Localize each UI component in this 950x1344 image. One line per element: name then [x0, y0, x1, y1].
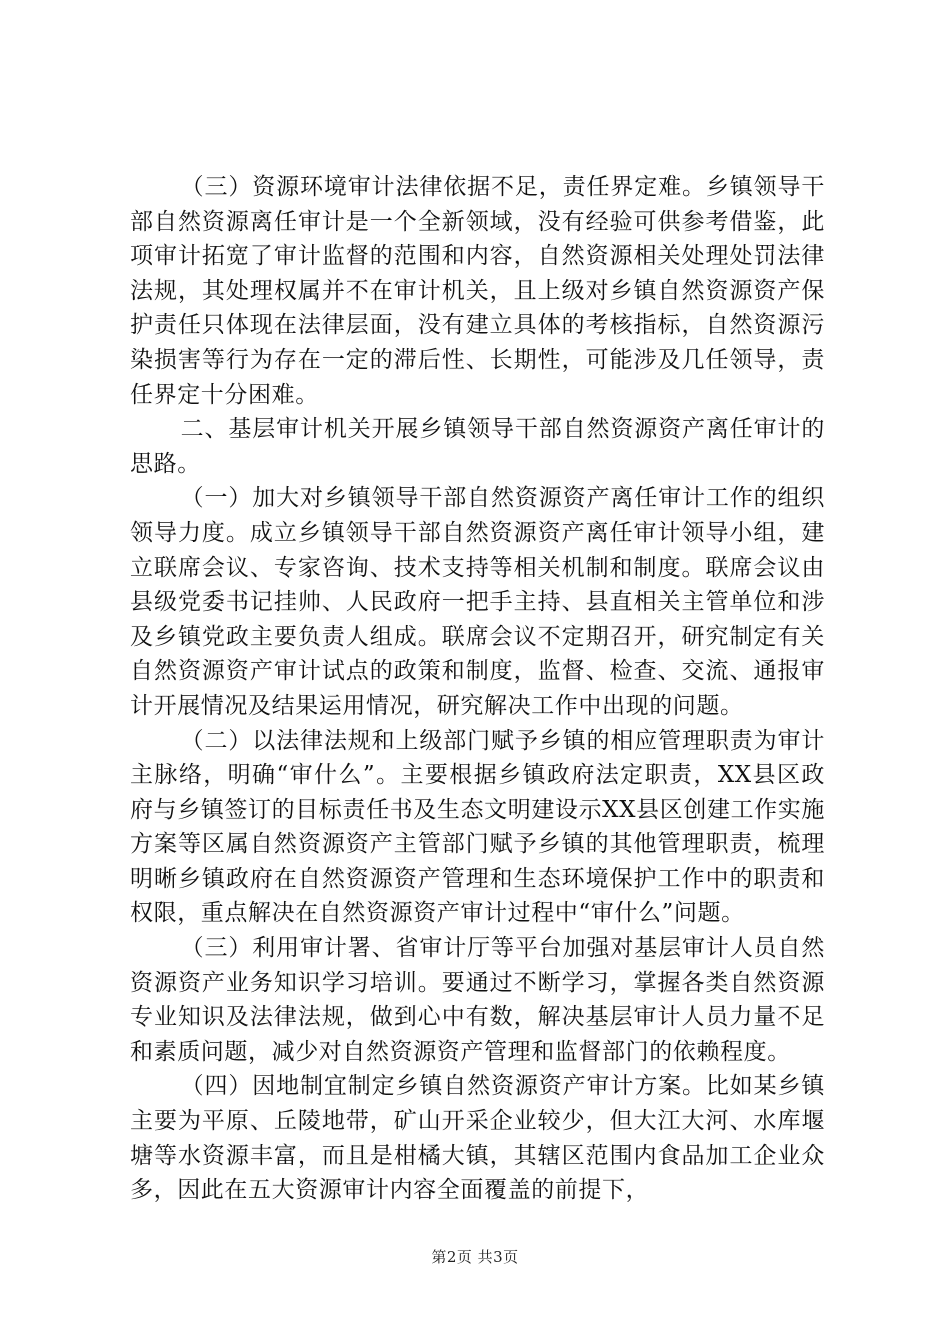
paragraph-audit-plan: （四）因地制宜制定乡镇自然资源资产审计方案。比如某乡镇主要为平原、丘陵地带，矿山开采企业较少，但大江大河、水库堰塘等水资源丰富，而且是柑橘大镇，其辖区范围内食品加工企业众多，因此在五大资源审计内容全面覆盖的前提下，	[130, 1073, 825, 1204]
document-body	[130, 170, 825, 1208]
paragraph-training: （三）利用审计署、省审计厅等平台加强对基层审计人员自然资源资产业务知识学习培训。要通过不断学习，掌握各类自然资源专业知识及法律法规，做到心中有数，解决基层审计人员力量不足和素质问题，减少对自然资源资产管理和监督部门的依赖程度。	[130, 935, 825, 1065]
page-footer: 第2页 共3页	[431, 1248, 519, 1266]
paragraph-audit-scope: （二）以法律法规和上级部门赋予乡镇的相应管理职责为审计主脉络，明确“审什么”。主要根据乡镇政府法定职责，XX县区政府与乡镇签订的目标责任书及生态文明建设示XX县区创建工作实施方案等区属自然资源资产主管部门赋予乡镇的其他管理职责，梳理明晰乡镇政府在自然资源资产管理和生态环境保护工作中的职责和权限，重点解决在自然资源资产审计过程中“审什么”问题。	[130, 727, 825, 927]
paragraph-organization-leadership: （一）加大对乡镇领导干部自然资源资产离任审计工作的组织领导力度。成立乡镇领导干部自然资源资产离任审计领导小组，建立联席会议、专家咨询、技术支持等相关机制和制度。联席会议由县级党委书记挂帅、人民政府一把手主持、县直相关主管单位和涉及乡镇党政主要负责人组成。联席会议不定期召开，研究制定有关自然资源资产审计试点的政策和制度，监督、检查、交流、通报审计开展情况及结果运用情况，研究解决工作中出现的问题。	[130, 485, 825, 719]
paragraph-section-two-heading: 二、基层审计机关开展乡镇领导干部自然资源资产离任审计的思路。	[130, 416, 825, 477]
paragraph-resource-law-basis: （三）资源环境审计法律依据不足，责任界定难。乡镇领导干部自然资源离任审计是一个全新领域，没有经验可供参考借鉴，此项审计拓宽了审计监督的范围和内容，自然资源相关处理处罚法律法规，其处理权属并不在审计机关，且上级对乡镇自然资源资产保护责任只体现在法律层面，没有建立具体的考核指标，自然资源污染损害等行为存在一定的滞后性、长期性，可能涉及几任领导，责任界定十分困难。	[130, 174, 825, 408]
